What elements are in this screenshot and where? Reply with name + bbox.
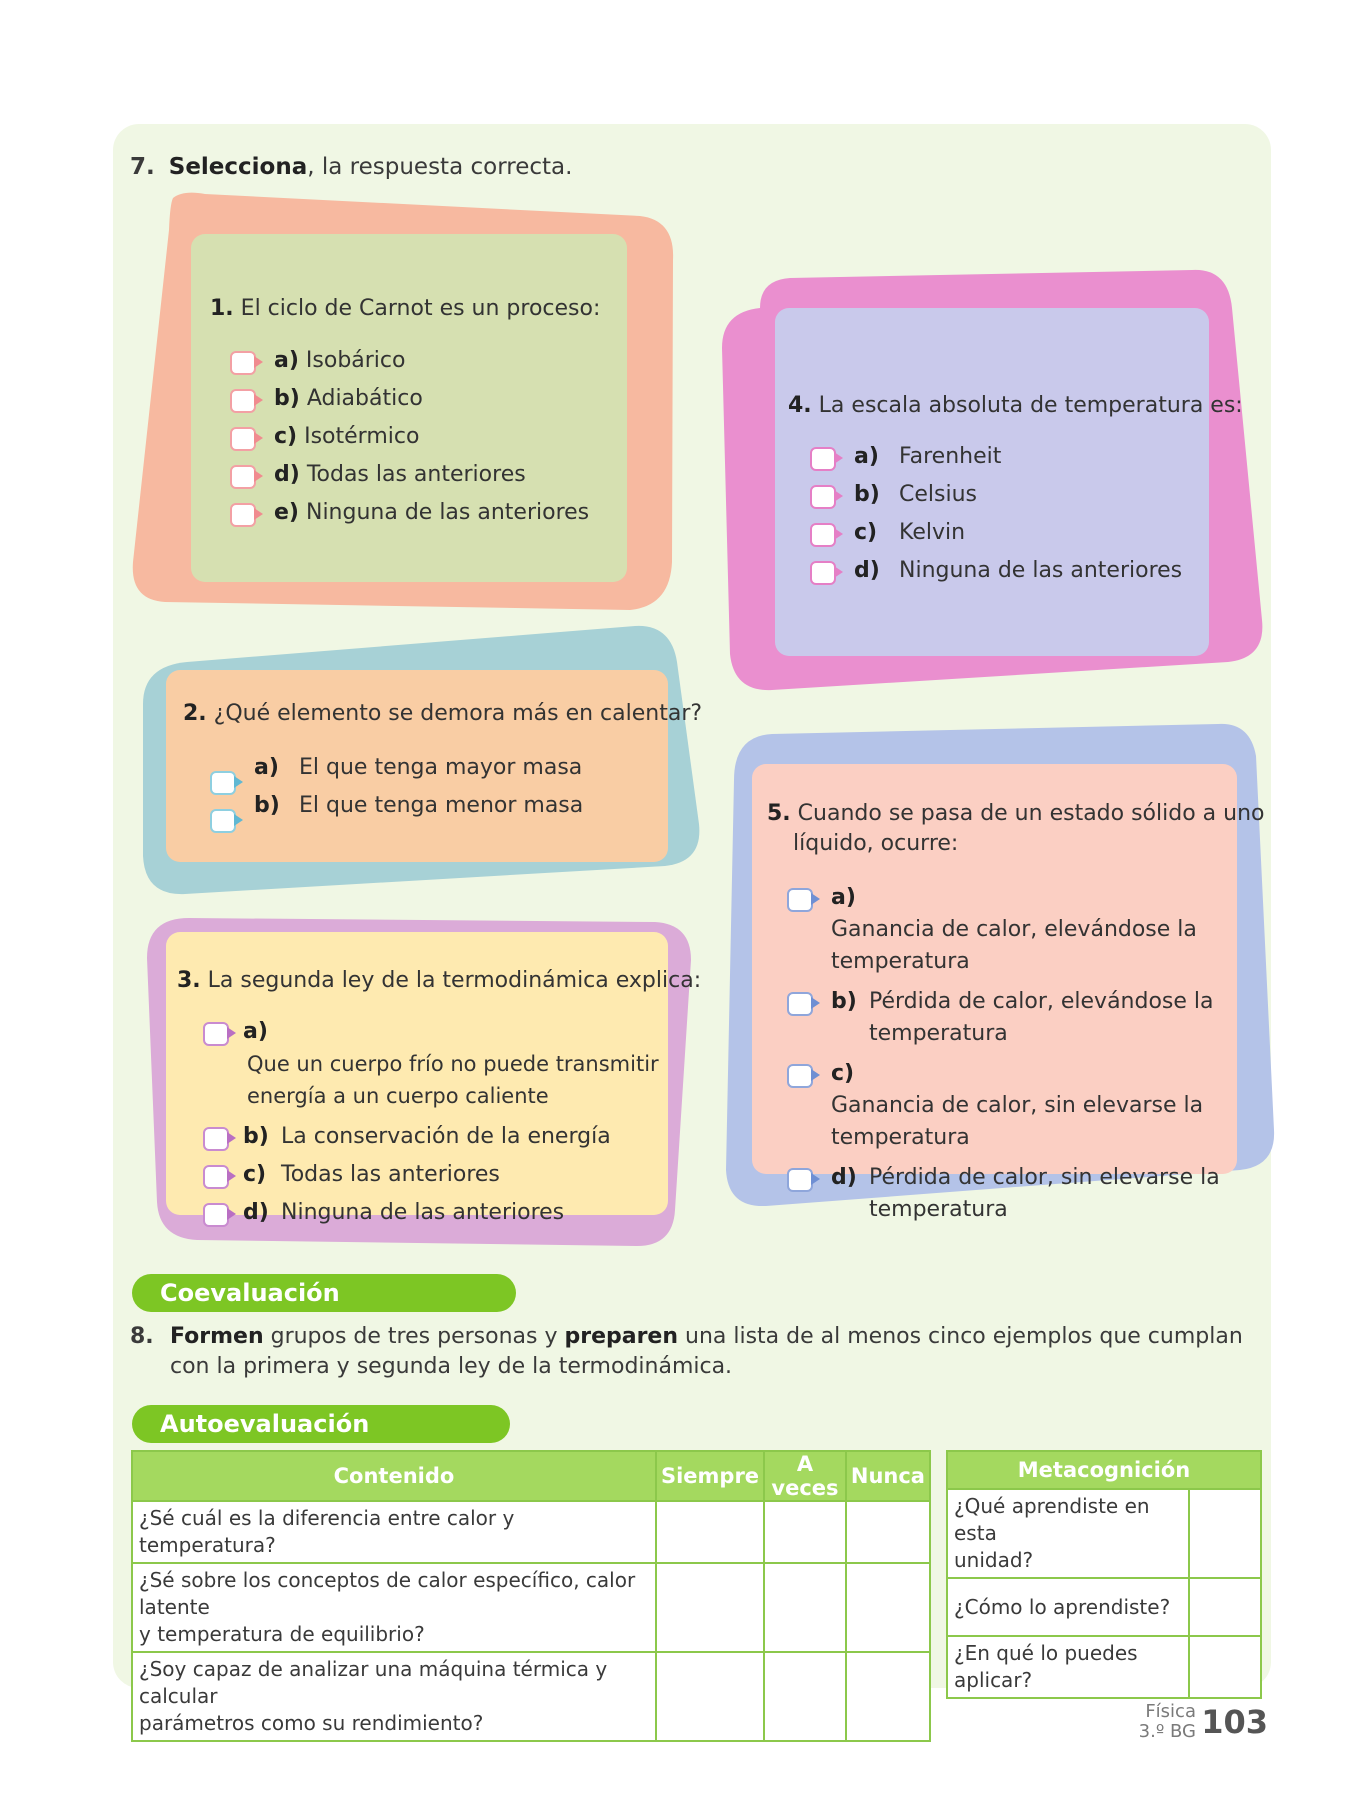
option-1a[interactable]: a) Isobárico bbox=[230, 342, 589, 380]
arrow-icon bbox=[254, 508, 263, 520]
header-contenido: Contenido bbox=[132, 1451, 656, 1501]
option-5a[interactable]: a)Ganancia de calor, elevándose la temperatura bbox=[787, 880, 1227, 978]
question-2-text: 2. ¿Qué elemento se demora más en calentar? bbox=[183, 701, 703, 726]
checkbox-4a[interactable] bbox=[810, 447, 836, 471]
checkbox-3d[interactable] bbox=[203, 1203, 229, 1227]
arrow-icon bbox=[227, 1132, 236, 1144]
question-7-instruction: 7. Selecciona, la respuesta correcta. bbox=[130, 154, 573, 180]
cell-a-veces[interactable] bbox=[764, 1563, 846, 1652]
header-siempre: Siempre bbox=[656, 1451, 764, 1501]
option-5b[interactable]: b) Pérdida de calor, elevándose la temperatura bbox=[787, 984, 1227, 1050]
arrow-icon bbox=[254, 356, 263, 368]
header-nunca: Nunca bbox=[846, 1451, 930, 1501]
option-4d[interactable]: d) Ninguna de las anteriores bbox=[810, 552, 1182, 590]
checkbox-4b[interactable] bbox=[810, 485, 836, 509]
header-a-veces: A veces bbox=[764, 1451, 846, 1501]
option-3a[interactable]: a)Que un cuerpo frío no puede transmitir energía a un cuerpo caliente bbox=[203, 1014, 663, 1112]
question-3-text: 3. La segunda ley de la termodinámica explica: bbox=[177, 968, 702, 993]
arrow-icon bbox=[811, 997, 820, 1009]
coevaluacion-tag: Coevaluación bbox=[132, 1274, 516, 1312]
cell-nunca[interactable] bbox=[846, 1501, 930, 1563]
checkbox-1a[interactable] bbox=[230, 351, 256, 375]
cell-siempre[interactable] bbox=[656, 1652, 764, 1741]
answer-cell[interactable] bbox=[1189, 1578, 1261, 1636]
option-2b[interactable]: b) El que tenga menor masa bbox=[210, 787, 583, 825]
answer-cell[interactable] bbox=[1189, 1489, 1261, 1578]
option-4c[interactable]: c) Kelvin bbox=[810, 514, 1182, 552]
row-question: ¿Soy capaz de analizar una máquina térmica y calcular parámetros como su rendimiento? bbox=[132, 1652, 656, 1741]
question-3-options bbox=[203, 1014, 663, 1232]
row-question: ¿Qué aprendiste en esta unidad? bbox=[947, 1489, 1189, 1578]
table-header-row bbox=[947, 1451, 1261, 1489]
footer-subject: Física 3.º BG bbox=[1138, 1701, 1196, 1742]
header-metacognicion: Metacognición bbox=[947, 1451, 1261, 1489]
table-row bbox=[132, 1501, 930, 1563]
option-5c[interactable]: c)Ganancia de calor, sin elevarse la temperatura bbox=[787, 1056, 1227, 1154]
row-question: ¿Cómo lo aprendiste? bbox=[947, 1578, 1189, 1636]
arrow-icon bbox=[834, 528, 843, 540]
question-8: 8. Formen grupos de tres personas y preparen una lista de al menos cinco ejemplos que cumplan con la primera y segunda ley de la termodinámica. bbox=[130, 1324, 1243, 1379]
checkbox-3a[interactable] bbox=[203, 1022, 229, 1046]
cell-a-veces[interactable] bbox=[764, 1501, 846, 1563]
checkbox-2b[interactable] bbox=[210, 809, 236, 833]
option-4a[interactable]: a) Farenheit bbox=[810, 438, 1182, 476]
option-1d[interactable]: d) Todas las anteriores bbox=[230, 456, 589, 494]
option-5d[interactable]: d) Pérdida de calor, sin elevarse la temperatura bbox=[787, 1160, 1227, 1226]
question-4-options bbox=[810, 438, 1182, 590]
checkbox-5c[interactable] bbox=[787, 1064, 813, 1088]
question-4-text: 4. La escala absoluta de temperatura es: bbox=[788, 393, 1243, 418]
table-row bbox=[132, 1563, 930, 1652]
table-row bbox=[132, 1652, 930, 1741]
checkbox-1d[interactable] bbox=[230, 465, 256, 489]
cell-a-veces[interactable] bbox=[764, 1652, 846, 1741]
answer-cell[interactable] bbox=[1189, 1636, 1261, 1698]
option-3c[interactable]: c) Todas las anteriores bbox=[203, 1156, 663, 1194]
option-1e[interactable]: e) Ninguna de las anteriores bbox=[230, 494, 589, 532]
table-header-row bbox=[132, 1451, 930, 1501]
row-question: ¿Sé cuál es la diferencia entre calor y temperatura? bbox=[132, 1501, 656, 1563]
arrow-icon bbox=[811, 893, 820, 905]
arrow-icon bbox=[227, 1170, 236, 1182]
option-1c[interactable]: c) Isotérmico bbox=[230, 418, 589, 456]
question-1-options bbox=[230, 342, 589, 532]
checkbox-1e[interactable] bbox=[230, 503, 256, 527]
arrow-icon bbox=[811, 1069, 820, 1081]
arrow-icon bbox=[227, 1027, 236, 1039]
checkbox-4c[interactable] bbox=[810, 523, 836, 547]
arrow-icon bbox=[811, 1173, 820, 1185]
arrow-icon bbox=[227, 1208, 236, 1220]
option-3d[interactable]: d) Ninguna de las anteriores bbox=[203, 1194, 663, 1232]
row-question: ¿Sé sobre los conceptos de calor específico, calor latente y temperatura de equilibrio? bbox=[132, 1563, 656, 1652]
arrow-icon bbox=[254, 470, 263, 482]
arrow-icon bbox=[834, 566, 843, 578]
cell-siempre[interactable] bbox=[656, 1563, 764, 1652]
option-2a[interactable]: a) El que tenga mayor masa bbox=[210, 749, 583, 787]
table-row bbox=[947, 1636, 1261, 1698]
checkbox-4d[interactable] bbox=[810, 561, 836, 585]
option-4b[interactable]: b) Celsius bbox=[810, 476, 1182, 514]
cell-nunca[interactable] bbox=[846, 1652, 930, 1741]
table-row bbox=[947, 1489, 1261, 1578]
cell-siempre[interactable] bbox=[656, 1501, 764, 1563]
autoevaluacion-table bbox=[131, 1450, 931, 1742]
cell-nunca[interactable] bbox=[846, 1563, 930, 1652]
checkbox-5a[interactable] bbox=[787, 888, 813, 912]
question-1-text: 1. El ciclo de Carnot es un proceso: bbox=[210, 296, 601, 321]
metacognicion-table bbox=[946, 1450, 1262, 1699]
row-question: ¿En qué lo puedes aplicar? bbox=[947, 1636, 1189, 1698]
autoevaluacion-tag: Autoevaluación bbox=[132, 1405, 510, 1443]
arrow-icon bbox=[834, 490, 843, 502]
question-5-options bbox=[787, 880, 1227, 1232]
option-1b[interactable]: b) Adiabático bbox=[230, 380, 589, 418]
question-2-options bbox=[210, 749, 583, 825]
arrow-icon bbox=[834, 452, 843, 464]
checkbox-3c[interactable] bbox=[203, 1165, 229, 1189]
checkbox-5d[interactable] bbox=[787, 1168, 813, 1192]
checkbox-1c[interactable] bbox=[230, 427, 256, 451]
checkbox-3b[interactable] bbox=[203, 1127, 229, 1151]
checkbox-1b[interactable] bbox=[230, 389, 256, 413]
option-3b[interactable]: b) La conservación de la energía bbox=[203, 1118, 663, 1156]
arrow-icon bbox=[254, 394, 263, 406]
arrow-icon bbox=[254, 432, 263, 444]
question-5-text: 5. Cuando se pasa de un estado sólido a uno líquido, ocurre: bbox=[767, 801, 1265, 856]
checkbox-5b[interactable] bbox=[787, 992, 813, 1016]
arrow-icon bbox=[234, 814, 243, 826]
page-number: 103 bbox=[1201, 1703, 1268, 1741]
table-row bbox=[947, 1578, 1261, 1636]
